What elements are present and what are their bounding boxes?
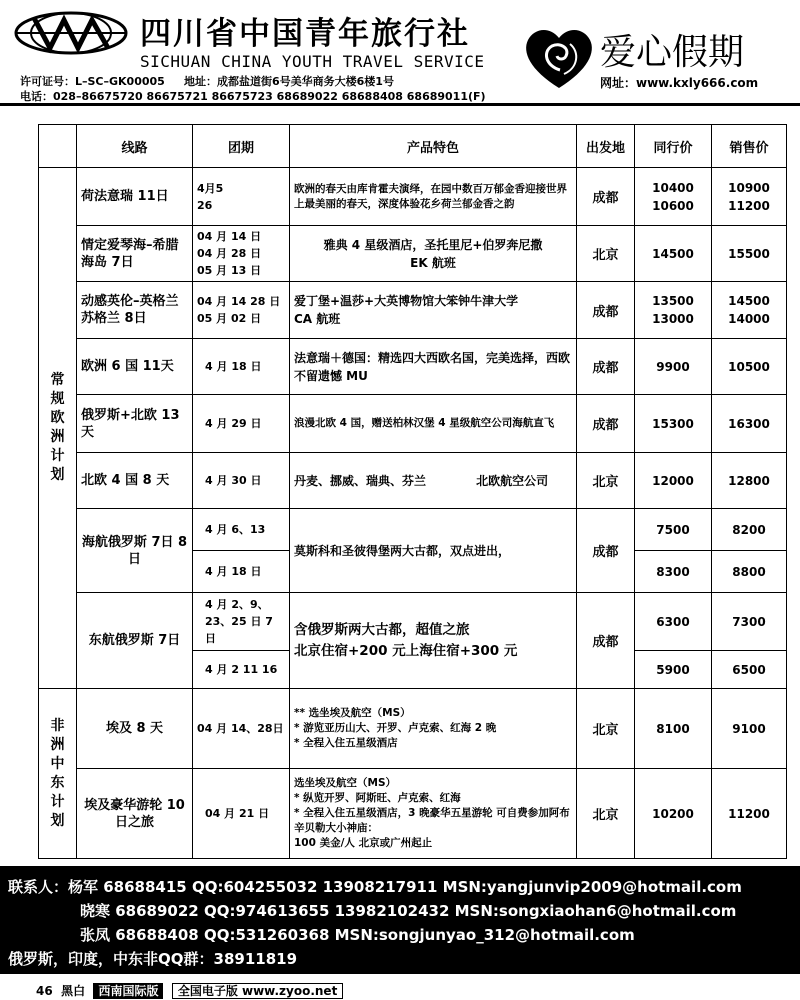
departure-city: 成都 bbox=[577, 339, 635, 395]
trade-price: 15300 bbox=[635, 395, 712, 453]
product-features: 选坐埃及航空（MS） * 纵览开罗、阿斯旺、卢克索、红海 * 全程入住五星级酒店，3 晚豪华五星游轮 可自费参加阿布辛贝勒大小神庙： 100 美金/人 北京或广州起止 bbox=[290, 769, 577, 859]
tour-dates: 4 月 18 日 bbox=[193, 339, 290, 395]
contact-3: 张凤 68688408 QQ:531260368 MSN:songjunyao_312@hotmail.com bbox=[80, 926, 635, 944]
trade-price: 6300 bbox=[635, 593, 712, 651]
sale-price: 7300 bbox=[712, 593, 787, 651]
trade-price: 10200 bbox=[635, 769, 712, 859]
group-label-europe: 常规欧洲计划 bbox=[39, 168, 77, 689]
cyts-logo-icon bbox=[12, 10, 130, 56]
table-header-row bbox=[39, 125, 787, 168]
sale-price: 10900 11200 bbox=[712, 168, 787, 226]
sale-price: 8800 bbox=[712, 551, 787, 593]
license-address bbox=[20, 73, 394, 89]
product-features: 雅典 4 星级酒店，圣托里尼+伯罗奔尼撒 EK 航班 bbox=[290, 226, 577, 282]
departure-city: 北京 bbox=[577, 769, 635, 859]
trade-price: 10400 10600 bbox=[635, 168, 712, 226]
table-row bbox=[39, 395, 787, 453]
route-name: 东航俄罗斯 7日 bbox=[77, 593, 193, 689]
header-route: 线路 bbox=[77, 125, 193, 168]
address: 地址：成都盐道街6号美华商务大楼6楼1号 bbox=[183, 75, 394, 88]
table-row bbox=[39, 339, 787, 395]
table-row bbox=[39, 689, 787, 769]
header-dates: 团期 bbox=[193, 125, 290, 168]
product-features: 莫斯科和圣彼得堡两大古都，双点进出， bbox=[290, 509, 577, 593]
edition-info: 全国电子版 www.zyoo.net bbox=[172, 983, 344, 999]
tour-dates: 04 月 21 日 bbox=[193, 769, 290, 859]
sale-price: 11200 bbox=[712, 769, 787, 859]
table-row bbox=[39, 509, 787, 551]
header-departure: 出发地 bbox=[577, 125, 635, 168]
route-name: 情定爱琴海–希腊海岛 7日 bbox=[77, 226, 193, 282]
trade-price: 12000 bbox=[635, 453, 712, 509]
company-name-en: SICHUAN CHINA YOUTH TRAVEL SERVICE bbox=[140, 52, 485, 71]
tour-dates: 4 月 29 日 bbox=[193, 395, 290, 453]
tour-dates: 4 月 6、13 bbox=[193, 509, 290, 551]
sale-price: 9100 bbox=[712, 689, 787, 769]
departure-city: 北京 bbox=[577, 226, 635, 282]
tour-dates: 4月5 26 bbox=[193, 168, 290, 226]
tour-dates: 4 月 18 日 bbox=[193, 551, 290, 593]
trade-price: 7500 bbox=[635, 509, 712, 551]
trade-price: 13500 13000 bbox=[635, 282, 712, 339]
table-row bbox=[39, 769, 787, 859]
route-name: 埃及豪华游轮 10 日之旅 bbox=[77, 769, 193, 859]
section-name: 西南国际版 bbox=[93, 983, 163, 999]
brand-name: 爱心假期 bbox=[600, 32, 745, 73]
product-features: 丹麦、挪威、瑞典、芬兰 北欧航空公司 bbox=[290, 453, 577, 509]
trade-price: 9900 bbox=[635, 339, 712, 395]
contact-1: 杨军 68688415 QQ:604255032 13908217911 MSN:yangjunvip2009@hotmail.com bbox=[68, 878, 742, 896]
departure-city: 成都 bbox=[577, 168, 635, 226]
table-row bbox=[39, 168, 787, 226]
tour-schedule-table bbox=[38, 124, 787, 859]
product-features: ** 选坐埃及航空（MS） * 游览亚历山大、开罗、卢克索、红海 2 晚 * 全程入住五星级酒店 bbox=[290, 689, 577, 769]
sale-price: 12800 bbox=[712, 453, 787, 509]
product-features: 爱丁堡+温莎+大英博物馆大笨钟牛津大学 CA 航班 bbox=[290, 282, 577, 339]
product-features: 浪漫北欧 4 国，赠送柏林汉堡 4 星级航空公司海航直飞 bbox=[290, 395, 577, 453]
sale-price: 15500 bbox=[712, 226, 787, 282]
departure-city: 成都 bbox=[577, 395, 635, 453]
sale-price: 6500 bbox=[712, 651, 787, 689]
trade-price: 8100 bbox=[635, 689, 712, 769]
product-features: 含俄罗斯两大古都，超值之旅 北京住宿+200 元上海住宿+300 元 bbox=[290, 593, 577, 689]
company-name: 四川省中国青年旅行社 bbox=[140, 16, 470, 52]
departure-city: 北京 bbox=[577, 453, 635, 509]
page-number: 46 bbox=[36, 984, 53, 998]
tour-dates: 04 月 14、28日 bbox=[193, 689, 290, 769]
color-mode: 黑白 bbox=[61, 984, 86, 998]
header-features: 产品特色 bbox=[290, 125, 577, 168]
tour-dates: 04 月 14 28 日 05 月 02 日 bbox=[193, 282, 290, 339]
header-sale-price: 销售价 bbox=[712, 125, 787, 168]
page-header bbox=[0, 0, 800, 106]
trade-price: 8300 bbox=[635, 551, 712, 593]
trade-price: 5900 bbox=[635, 651, 712, 689]
table-row bbox=[39, 282, 787, 339]
departure-city: 成都 bbox=[577, 509, 635, 593]
route-name: 北欧 4 国 8 天 bbox=[77, 453, 193, 509]
departure-city: 北京 bbox=[577, 689, 635, 769]
table-row bbox=[39, 226, 787, 282]
route-name: 海航俄罗斯 7日 8 日 bbox=[77, 509, 193, 593]
sale-price: 8200 bbox=[712, 509, 787, 551]
license-number: 许可证号：L–SC–GK00005 bbox=[20, 75, 165, 88]
product-features: 法意瑞＋德国：精选四大西欧名国，完美选择，西欧不留遗憾 MU bbox=[290, 339, 577, 395]
route-name: 荷法意瑞 11日 bbox=[77, 168, 193, 226]
sale-price: 10500 bbox=[712, 339, 787, 395]
phone-numbers: 电话：028–86675720 86675721 86675723 68689022 68688408 68689011(F) bbox=[20, 90, 486, 103]
departure-city: 成都 bbox=[577, 593, 635, 689]
sale-price: 14500 14000 bbox=[712, 282, 787, 339]
contact-line bbox=[8, 876, 742, 897]
table-row bbox=[39, 453, 787, 509]
route-name: 埃及 8 天 bbox=[77, 689, 193, 769]
tour-dates: 4 月 2、9、23、25 日 7 日 bbox=[193, 593, 290, 651]
page-footer-strip bbox=[36, 982, 343, 999]
header-trade-price: 同行价 bbox=[635, 125, 712, 168]
tour-dates: 04 月 14 日 04 月 28 日 05 月 13 日 bbox=[193, 226, 290, 282]
tour-dates: 4 月 30 日 bbox=[193, 453, 290, 509]
contact-2: 晓寒 68689022 QQ:974613655 13982102432 MSN:songxiaohan6@hotmail.com bbox=[80, 902, 737, 920]
route-name: 动感英伦–英格兰苏格兰 8日 bbox=[77, 282, 193, 339]
header-category bbox=[39, 125, 77, 168]
product-features: 欧洲的春天由库肯霍夫演绎，在园中数百万郁金香迎接世界上最美丽的春天，深度体验花乡荷兰郁金香之韵 bbox=[290, 168, 577, 226]
contact-label: 联系人： bbox=[8, 878, 69, 896]
tour-dates: 4 月 2 11 16 bbox=[193, 651, 290, 689]
sale-price: 16300 bbox=[712, 395, 787, 453]
table-row bbox=[39, 593, 787, 651]
departure-city: 成都 bbox=[577, 282, 635, 339]
website: 网址：www.kxly666.com bbox=[600, 76, 759, 90]
route-name: 俄罗斯+北欧 13 天 bbox=[77, 395, 193, 453]
qq-group: 俄罗斯，印度，中东非QQ群：38911819 bbox=[8, 950, 298, 968]
trade-price: 14500 bbox=[635, 226, 712, 282]
heart-swirl-icon bbox=[520, 22, 598, 92]
route-name: 欧洲 6 国 11天 bbox=[77, 339, 193, 395]
group-label-africa-middle-east: 非洲中东计划 bbox=[39, 689, 77, 859]
contact-footer bbox=[0, 866, 800, 974]
